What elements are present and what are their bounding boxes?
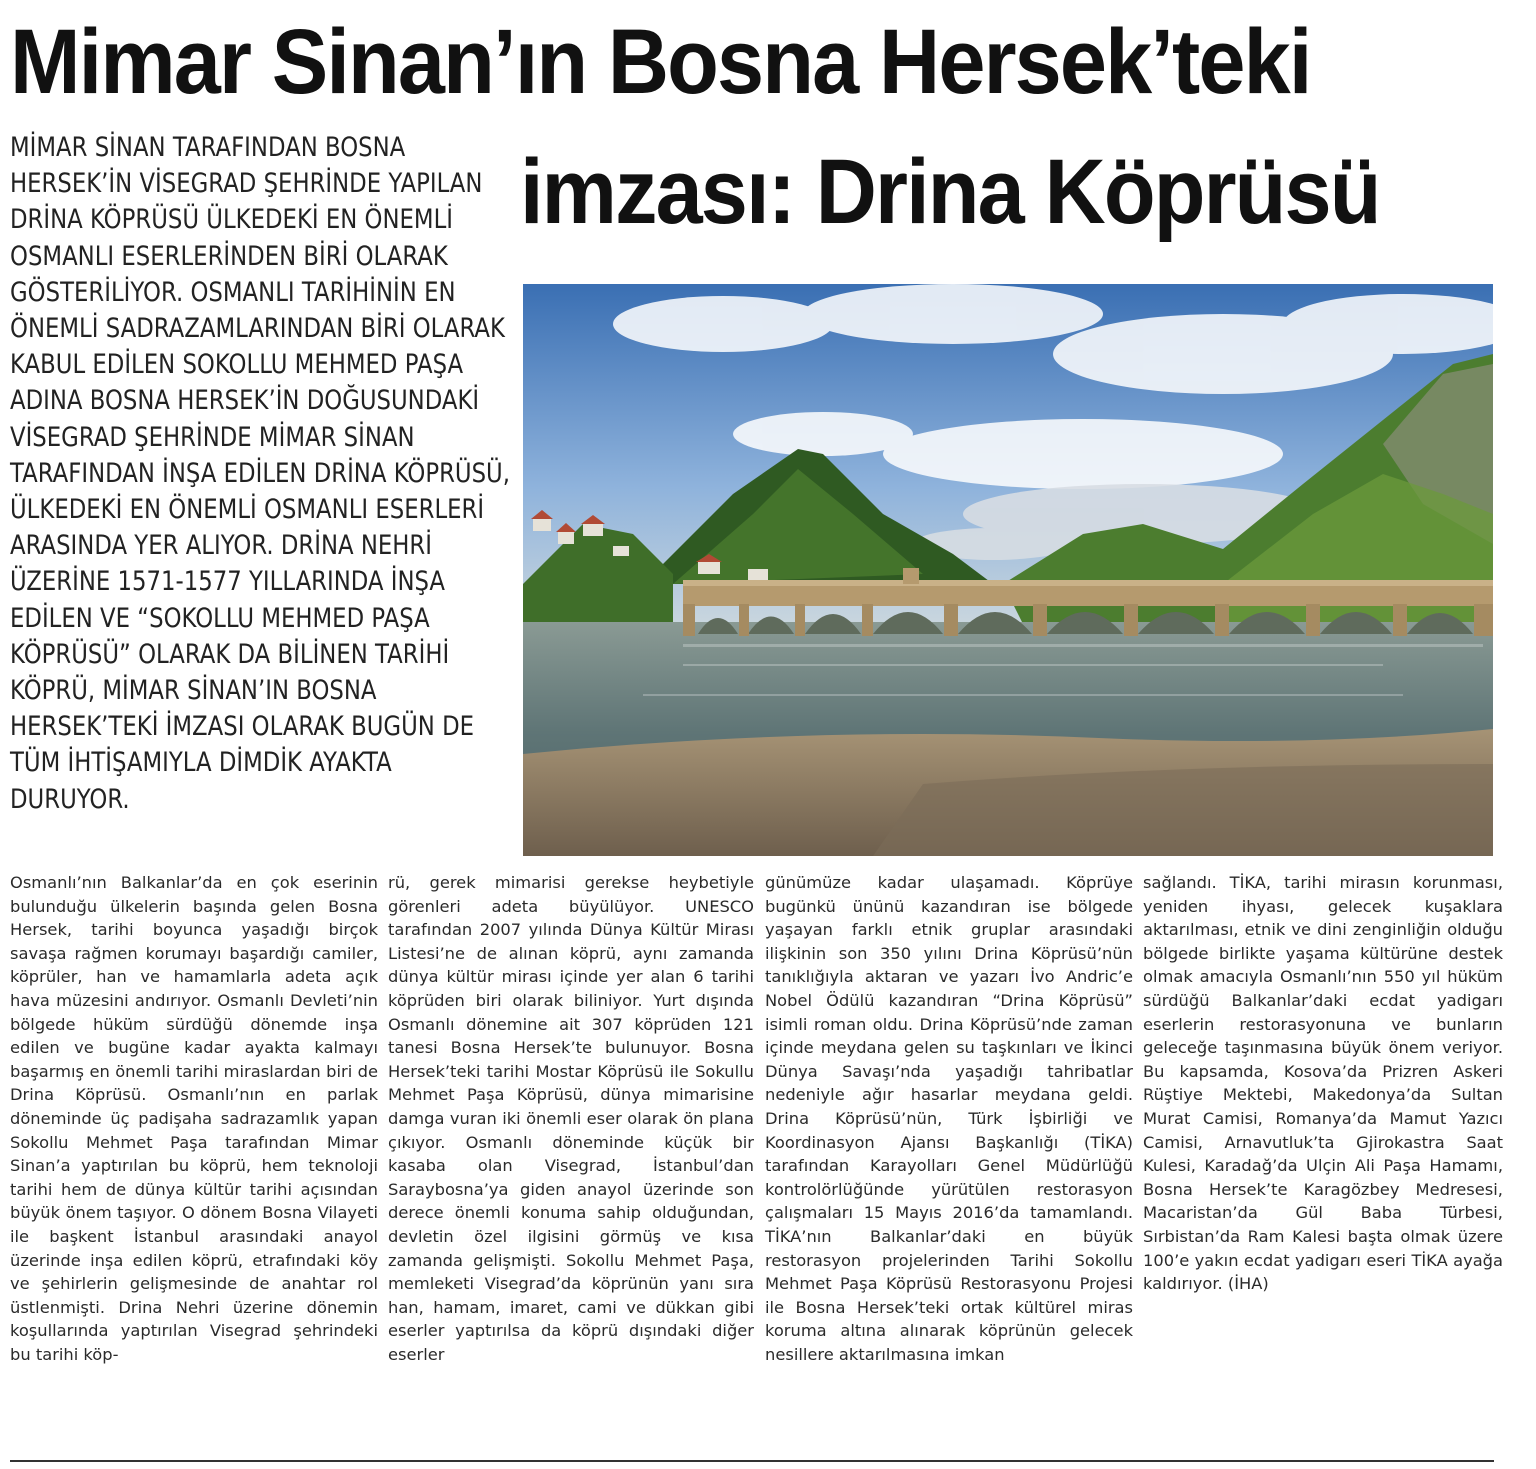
article-column-2-text: rü, gerek mimarisi gerekse heybetiyle görenleri adeta büyülüyor. UNESCO tarafından 2007 yılında Dünya Kültür Mirası Listesi’ne de alınan köprü, aynı zamanda dünya kültür mirası içinde yer alan 6 tarihi köprüden biri olarak biliniyor. Yurt dışında Osmanlı dönemine ait 307 köprüden 121 tanesi Bosna Hersek’te bulunuyor. Bosna Hersek’teki tarihi Mostar Köprüsü ile Sokullu Mehmet Paşa Köprüsü, dünya mimarisine damga vuran iki önemli eser olarak ön plana çıkıyor. Osmanlı döneminde küçük bir kasaba olan Visegrad, İstanbul’dan Saraybosna’ya giden anayol üzerinde son derece önemli konuma sahip olduğundan, devletin özel ilgisini görmüş ve kısa zamanda gelişmişti. Sokollu Mehmet Paşa, memleketi Visegrad’da köprünün yanı sıra han, hamam, imaret, cami ve dükkan gibi eserler yaptırılsa da köprü dışındaki diğer eserler <box>388 873 754 1364</box>
article-column-2 <box>388 871 754 1366</box>
article-column-1-text: Osmanlı’nın Balkanlar’da en çok eserinin bulunduğu ülkelerin başında gelen Bosna Hersek, tarihi boyunca yaşadığı birçok savaşa rağmen korumayı başardığı camiler, köprüler, han ve hamamlarla adeta açık hava müzesini andırıyor. Osmanlı Devleti’nin bölgede hüküm sürdüğü dönemde inşa edilen ve bugüne kadar ayakta kalmayı başarmış en önemli tarihi miraslardan biri de Drina Köprüsü. Osmanlı’nın en parlak döneminde üç padişaha sadrazamlık yapan Sokollu Mehmet Paşa tarafından Mimar Sinan’a yaptırılan bu köprü, hem teknoloji tarihi hem de dünya kültür tarihi açısından büyük önem taşıyor. O dönem Bosna Vilayeti ile başkent İstanbul arasındaki anayol üzerinde inşa edilen köprü, etrafındaki köy ve şehirlerin gelişmesinde de anahtar rol üstlenmişti. Drina Nehri üzerine dönemin koşullarında yaptırılan Visegrad şehrindeki bu tarihi köp- <box>10 873 378 1364</box>
article-column-4-text: sağlandı. TİKA, tarihi mirasın korunması, yeniden ihyası, gelecek kuşaklara aktarılması, etnik ve dini zenginliğin olduğu bölgede birlikte yaşama kültürüne destek olmak amacıyla Osmanlı’nın 550 yıl hüküm sürdüğü Balkanlar’daki ecdat yadigarı eserlerin restorasyonuna ve bunların geleceğe taşınmasına büyük önem veriyor. Bu kapsamda, Kosova’da Prizren Askeri Rüştiye Mektebi, Makedonya’da Sultan Murat Camisi, Romanya’da Mamut Yazıcı Camisi, Arnavutluk’ta Gjirokastra Saat Kulesi, Karadağ’da Ulçin Ali Paşa Hamamı, Bosna Hersek’te Karagözbey Medresesi, Macaristan’da Gül Baba Türbesi, Sırbistan’da Ram Kalesi başta olmak üzere 100’e yakın ecdat yadigarı eseri TİKA ayağa kaldırıyor. (İHA) <box>1143 873 1503 1294</box>
article-body <box>10 871 1503 1451</box>
article-column-1 <box>10 871 378 1366</box>
lead-paragraph: MİMAR SİNAN TARAFINDAN BOSNA HERSEK’İN VİSEGRAD ŞEHRİNDE YAPILAN DRİNA KÖPRÜSÜ ÜLKEDEKİ EN ÖNEMLİ OSMANLI ESERLERİNDEN BİRİ OLARAK GÖSTERİLİYOR. OSMANLI TARİHİNİN EN ÖNEMLİ SADRAZAMLARINDAN BİRİ OLARAK KABUL EDİLEN SOKOLLU MEHMED PAŞA ADINA BOSNA HERSEK’İN DOĞUSUNDAKİ VİSEGRAD ŞEHRİNDE MİMAR SİNAN TARAFINDAN İNŞA EDİLEN DRİNA KÖPRÜSÜ, ÜLKEDEKİ EN ÖNEMLİ OSMANLI ESERLERİ ARASINDA YER ALIYOR. DRİNA NEHRİ ÜZERİNE 1571-1577 YILLARINDA İNŞA EDİLEN VE “SOKOLLU MEHMED PAŞA KÖPRÜSÜ” OLARAK DA BİLİNEN TARİHİ KÖPRÜ, MİMAR SİNAN’IN BOSNA HERSEK’TEKİ İMZASI OLARAK BUGÜN DE TÜM İHTİŞAMIYLA DİMDİK AYAKTA DURUYOR. <box>10 132 510 815</box>
article-column-4 <box>1143 871 1503 1296</box>
article-column-3-text: günümüze kadar ulaşamadı. Köprüye bugünkü ününü kazandıran ise bölgede yaşayan farklı etnik gruplar arasındaki ilişkinin son 350 yılını Drina Köprüsü’nün tanıklığıyla aktaran ve yazarı İvo Andric’e Nobel Ödülü kazandıran “Drina Köprüsü” isimli roman oldu. Drina Köprüsü’nde zaman içinde meydana gelen su taşkınları ve İkinci Dünya Savaşı’nda yaşadığı tahribatlar nedeniyle ağır hasarlar meydana geldi. Drina Köprüsü’nün, Türk İşbirliği ve Koordinasyon Ajansı Başkanlığı (TİKA) tarafından Karayolları Genel Müdürlüğü kontrolörlüğünde yürütülen restorasyon çalışmaları 15 Mayıs 2016’da tamamlandı. TİKA’nın Balkanlar’daki en büyük restorasyon projelerinden Tarihi Sokollu Mehmet Paşa Köprüsü Restorasyonu Projesi ile Bosna Hersek’teki ortak kültürel miras koruma altına alınarak köprünün gelecek nesillere aktarılmasına imkan <box>765 873 1133 1364</box>
headline-line-2: imzası: Drina Köprüsü <box>520 141 1380 243</box>
headline-line-1: Mimar Sinan’ın Bosna Hersek’teki <box>10 11 1311 113</box>
drina-bridge-photo <box>523 284 1493 856</box>
bottom-rule <box>10 1460 1494 1462</box>
article-column-3 <box>765 871 1133 1366</box>
